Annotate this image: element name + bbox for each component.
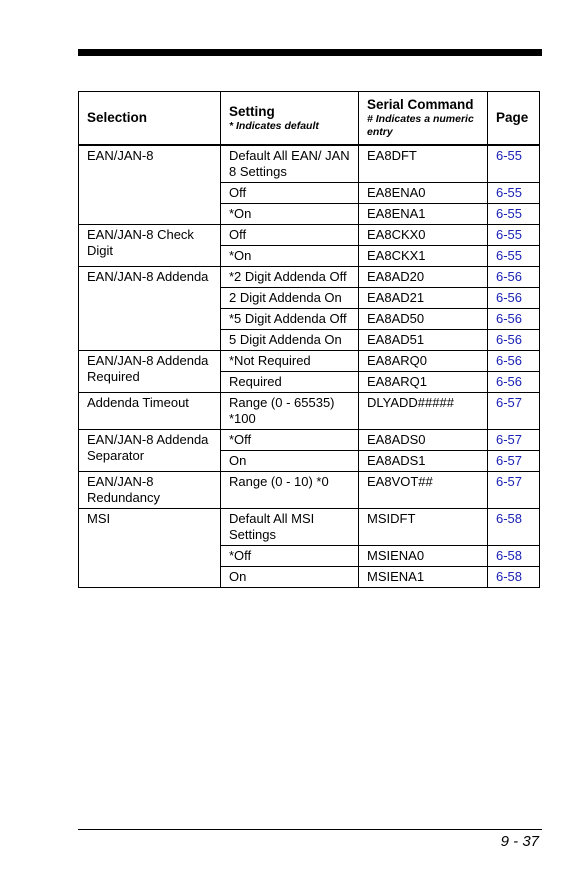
table-row <box>79 393 540 430</box>
command-cell: MSIDFT <box>359 509 488 546</box>
page-link[interactable]: 6-55 <box>488 204 540 225</box>
header-setting: Setting * Indicates default <box>221 92 359 146</box>
page-link[interactable]: 6-57 <box>488 451 540 472</box>
serial-command-table <box>78 91 540 588</box>
page-link[interactable]: 6-55 <box>488 145 540 183</box>
table-row <box>79 430 540 451</box>
top-rule <box>78 49 542 56</box>
command-cell: EA8CKX1 <box>359 246 488 267</box>
command-cell: EA8AD21 <box>359 288 488 309</box>
command-cell: EA8ENA1 <box>359 204 488 225</box>
setting-cell: *5 Digit Addenda Off <box>221 309 359 330</box>
setting-cell: *Not Required <box>221 351 359 372</box>
selection-cell: EAN/JAN-8 Addenda Separator <box>79 430 221 472</box>
setting-cell: On <box>221 451 359 472</box>
setting-cell: *On <box>221 246 359 267</box>
setting-cell: *2 Digit Addenda Off <box>221 267 359 288</box>
page-link[interactable]: 6-57 <box>488 393 540 430</box>
table-row <box>79 472 540 509</box>
setting-cell: Range (0 - 10) *0 <box>221 472 359 509</box>
header-setting-note: * Indicates default <box>229 119 319 132</box>
command-cell: EA8VOT## <box>359 472 488 509</box>
page-number: 9 - 37 <box>500 833 539 850</box>
page-link[interactable]: 6-58 <box>488 567 540 588</box>
command-cell: EA8CKX0 <box>359 225 488 246</box>
header-serial-note: # Indicates a numeric entry <box>367 113 474 138</box>
page-link[interactable]: 6-58 <box>488 509 540 546</box>
command-cell: DLYADD##### <box>359 393 488 430</box>
footer-rule <box>78 829 542 830</box>
setting-cell: *Off <box>221 546 359 567</box>
setting-cell: 2 Digit Addenda On <box>221 288 359 309</box>
selection-cell: MSI <box>79 509 221 588</box>
selection-cell: EAN/JAN-8 Redundancy <box>79 472 221 509</box>
selection-cell: EAN/JAN-8 Addenda <box>79 267 221 351</box>
table-row <box>79 351 540 372</box>
table-row <box>79 509 540 546</box>
header-serial-command: Serial Command # Indicates a numeric entry <box>359 92 488 146</box>
header-page: Page <box>488 92 540 146</box>
page-link[interactable]: 6-56 <box>488 309 540 330</box>
command-cell: EA8ARQ1 <box>359 372 488 393</box>
page-link[interactable]: 6-56 <box>488 267 540 288</box>
command-cell: EA8ENA0 <box>359 183 488 204</box>
command-cell: EA8ADS0 <box>359 430 488 451</box>
setting-cell: Default All MSI Settings <box>221 509 359 546</box>
command-cell: EA8AD50 <box>359 309 488 330</box>
command-cell: MSIENA0 <box>359 546 488 567</box>
command-cell: EA8AD51 <box>359 330 488 351</box>
setting-cell: *On <box>221 204 359 225</box>
page-link[interactable]: 6-56 <box>488 288 540 309</box>
setting-cell: Off <box>221 225 359 246</box>
page-link[interactable]: 6-58 <box>488 546 540 567</box>
page-link[interactable]: 6-56 <box>488 351 540 372</box>
selection-cell: Addenda Timeout <box>79 393 221 430</box>
table-header-row <box>79 92 540 146</box>
header-selection: Selection <box>79 92 221 146</box>
table-row <box>79 225 540 246</box>
table-row <box>79 267 540 288</box>
command-cell: EA8DFT <box>359 145 488 183</box>
selection-cell: EAN/JAN-8 Check Digit <box>79 225 221 267</box>
page-link[interactable]: 6-57 <box>488 430 540 451</box>
table-row <box>79 145 540 183</box>
page-link[interactable]: 6-55 <box>488 246 540 267</box>
selection-cell: EAN/JAN-8 <box>79 145 221 225</box>
command-cell: EA8ADS1 <box>359 451 488 472</box>
command-cell: EA8ARQ0 <box>359 351 488 372</box>
setting-cell: Required <box>221 372 359 393</box>
page-link[interactable]: 6-55 <box>488 183 540 204</box>
selection-cell: EAN/JAN-8 Addenda Required <box>79 351 221 393</box>
setting-cell: On <box>221 567 359 588</box>
command-cell: MSIENA1 <box>359 567 488 588</box>
page-link[interactable]: 6-56 <box>488 372 540 393</box>
page-link[interactable]: 6-57 <box>488 472 540 509</box>
table-body <box>79 145 540 588</box>
page-link[interactable]: 6-55 <box>488 225 540 246</box>
setting-cell: Range (0 - 65535) *100 <box>221 393 359 430</box>
setting-cell: Off <box>221 183 359 204</box>
setting-cell: 5 Digit Addenda On <box>221 330 359 351</box>
page-link[interactable]: 6-56 <box>488 330 540 351</box>
setting-cell: *Off <box>221 430 359 451</box>
setting-cell: Default All EAN/ JAN 8 Settings <box>221 145 359 183</box>
command-cell: EA8AD20 <box>359 267 488 288</box>
